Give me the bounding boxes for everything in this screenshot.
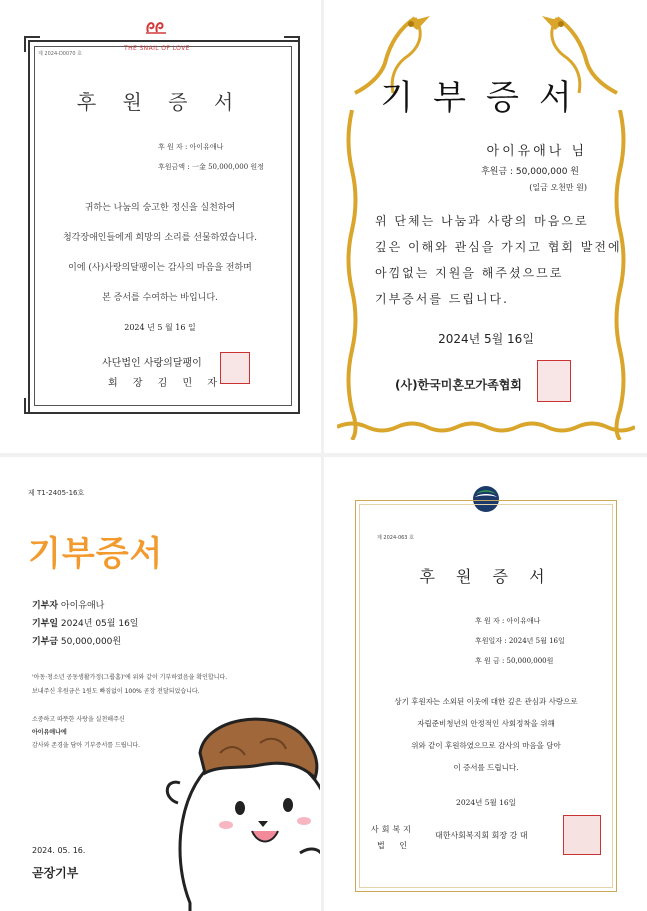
signature-organization: 사단법인 사랑의달팽이 (102, 358, 202, 369)
donor-field (32, 598, 104, 611)
border-corner (24, 398, 40, 414)
brand-name: 곧장기부 (32, 866, 79, 880)
signature-organization: (사)한국미혼모가족협회 (395, 378, 522, 392)
signature-name: 대한사회복지회 회장 강 대 (435, 831, 528, 840)
date-field (32, 616, 139, 629)
body-text-line: 상기 후원자는 소외된 이웃에 대한 깊은 관심과 사랑으로 (394, 697, 578, 706)
donation-amount-words: (일금 오천만 원) (529, 183, 587, 192)
body-text-line: 감사와 존경을 담아 기부증서를 드립니다. (32, 742, 141, 749)
red-seal-stamp (537, 360, 571, 402)
border-corner (284, 36, 300, 52)
issue-date: 2024. 05. 16. (32, 846, 86, 855)
body-text-line: 이에 (사)사랑의달팽이는 감사의 마음을 전하며 (68, 263, 252, 273)
donation-date: 후원일자 : 2024년 5월 16일 (475, 637, 565, 645)
donor-name: 아이유애나 님 (486, 144, 587, 159)
field-label: 기부금 (32, 637, 59, 647)
body-text-line: 기부증서를 드립니다. (375, 292, 509, 306)
body-text-line: 아이유애나에 (32, 729, 67, 736)
snail-logo-icon (144, 18, 168, 36)
gold-border-bottom (337, 418, 635, 436)
field-value: 50,000,000원 (60, 637, 122, 647)
issue-date: 2024년 5월 16일 (438, 332, 534, 346)
body-text-line: '아동·청소년 공동생활가정(그룹홈)'에 위와 같이 기부하였음을 확인합니다. (32, 674, 228, 681)
certificate-gojang-donation (0, 458, 320, 911)
gold-border-left (343, 110, 361, 440)
certificate-title: 후 원 증 서 (419, 567, 553, 586)
body-text-line: 이 증서를 드립니다. (453, 763, 519, 772)
body-text-line: 청각장애인들에게 희망의 소리를 선물하였습니다. (62, 233, 258, 243)
logo-text: THE SNAIL OF LOVE (124, 45, 190, 52)
certificate-number: 제 2024-063 호 (377, 535, 414, 541)
border-corner (284, 398, 300, 414)
certificate-title: 기부증서 (380, 78, 592, 118)
donation-amount: 후원금 : 50,000,000 원 (481, 167, 579, 177)
donor-name: 후 원 자 : 아이유애나 (158, 143, 224, 151)
donation-amount: 후 원 금 : 50,000,000원 (475, 657, 554, 665)
certificate-snail-of-love (0, 0, 320, 452)
field-label: 기부자 (32, 601, 59, 611)
body-text-line: 깊은 이해와 관심을 가지고 협회 발전에 (375, 240, 622, 254)
red-seal-stamp (563, 815, 601, 855)
body-text-line: 위 단체는 나눔과 사랑의 마음으로 (375, 214, 589, 228)
donor-name: 후 원 자 : 아이유애나 (475, 617, 541, 625)
signature-label: 법 인 (377, 841, 413, 850)
certificate-korea-welfare (325, 458, 647, 911)
certificate-title: 기부증서 (28, 534, 164, 574)
body-text-line: 위와 같이 후원하였으므로 감사의 마음을 담아 (411, 741, 561, 750)
body-text-line: 아낌없는 지원을 해주셨으므로 (375, 266, 564, 280)
body-text-line: 귀하는 나눔의 숭고한 정신을 실천하여 (84, 203, 236, 213)
certificate-number: 제 T1-2405-16호 (28, 489, 85, 497)
issue-date: 2024 년 5 월 16 일 (124, 323, 196, 332)
gold-border-right (611, 110, 629, 440)
field-label: 기부일 (32, 619, 59, 629)
body-text-line: 보내주신 후원금은 1원도 빠짐없이 100% 곧장 전달되었습니다. (32, 688, 200, 695)
field-value: 아이유애나 (60, 601, 105, 611)
body-text-line: 소중하고 따뜻한 사랑을 실천해주신 (32, 716, 125, 723)
panel-divider-horizontal (0, 453, 647, 457)
signature-label: 사회복지 (371, 825, 414, 834)
red-seal-stamp (220, 352, 250, 384)
certificate-number: 제 2024-D0070 호 (38, 51, 82, 57)
body-text-line: 자립준비청년의 안정적인 사회정착을 위해 (417, 719, 555, 728)
signature-name: 회 장 김 민 자 (108, 378, 224, 389)
certificate-title: 후 원 증 서 (76, 90, 244, 114)
certificate-single-mother-association (325, 0, 647, 452)
amount-field (32, 634, 121, 647)
mascot-character-illustration (160, 703, 320, 911)
body-text-line: 본 증서를 수여하는 바입니다. (102, 293, 218, 303)
field-value: 2024년 05월 16일 (60, 619, 139, 629)
issue-date: 2024년 5월 16일 (456, 798, 516, 807)
donation-amount: 후원금액 : 一金 50,000,000 원정 (158, 163, 264, 171)
